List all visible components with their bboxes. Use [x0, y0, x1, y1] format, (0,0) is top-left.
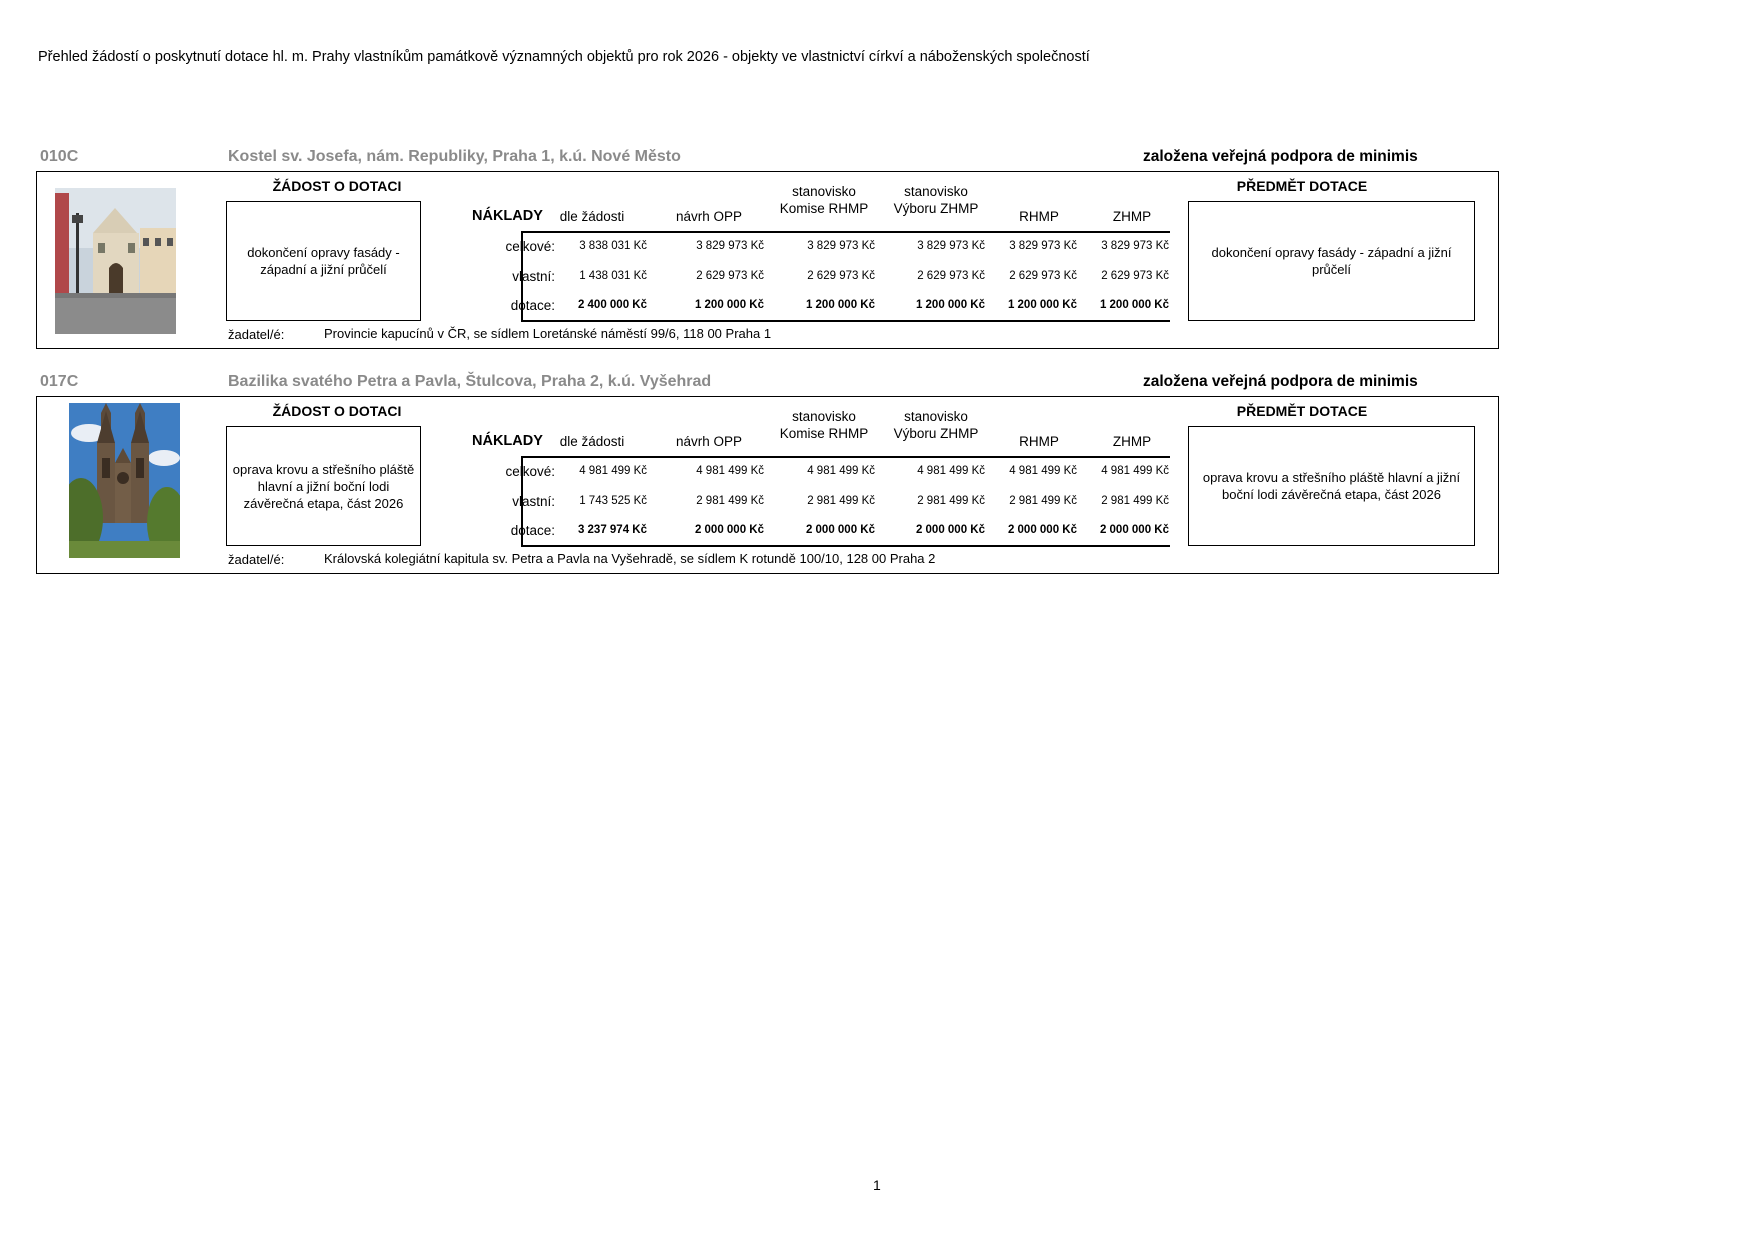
request-header: ŽÁDOST O DOTACI — [272, 403, 402, 419]
subsidy-cell: 1 200 000 Kč — [1007, 299, 1077, 311]
subject-header: PŘEDMĚT DOTACE — [1236, 178, 1368, 194]
subsidy-cell: 2 000 000 Kč — [915, 524, 985, 536]
table-line — [521, 231, 1170, 233]
col-header: dle žádosti — [559, 209, 625, 224]
subsidy-cell: 1 200 000 Kč — [915, 299, 985, 311]
row-label: celkové: — [505, 464, 555, 479]
row-label: dotace: — [510, 298, 555, 313]
basilica-photo — [69, 403, 180, 558]
col-header: návrh OPP — [675, 434, 743, 449]
applicant-value: Královská kolegiátní kapitula sv. Petra a Pavla na Vyšehradě, se sídlem K rotundě 100/10, 128 00 Praha 2 — [324, 551, 936, 566]
request-description: oprava krovu a střešního pláště hlavní a jižní boční lodi závěrečná etapa, část 2026 — [226, 426, 421, 546]
cost-cell: 2 629 973 Kč — [917, 270, 985, 282]
record-code: 017C — [40, 373, 79, 390]
subject-description: dokončení opravy fasády - západní a jižní průčelí — [1188, 201, 1475, 321]
page-number: 1 — [873, 1177, 881, 1193]
page-title: Přehled žádostí o poskytnutí dotace hl. m. Prahy vlastníkům památkově významných objektů pro rok 2026 - objekty ve vlastnictví církví a náboženských společností — [38, 49, 1090, 65]
costs-header: NÁKLADY — [472, 433, 543, 449]
de-minimis-note: založena veřejná podpora de minimis — [1143, 373, 1418, 390]
table-line — [521, 545, 1170, 547]
cost-cell: 4 981 499 Kč — [807, 465, 875, 477]
cost-cell: 2 629 973 Kč — [696, 270, 764, 282]
col-header: dle žádosti — [559, 434, 625, 449]
row-label: vlastní: — [512, 269, 555, 284]
cost-cell: 4 981 499 Kč — [696, 465, 764, 477]
subsidy-cell: 1 200 000 Kč — [694, 299, 764, 311]
col-header: ZHMP — [1112, 434, 1152, 449]
applicant-value: Provincie kapucínů v ČR, se sídlem Loretánské náměstí 99/6, 118 00 Praha 1 — [324, 326, 772, 341]
cost-cell: 2 629 973 Kč — [807, 270, 875, 282]
cost-cell: 2 981 499 Kč — [807, 495, 875, 507]
row-label: celkové: — [505, 239, 555, 254]
cost-cell: 1 438 031 Kč — [579, 270, 647, 282]
cost-cell: 4 981 499 Kč — [1101, 465, 1169, 477]
cost-cell: 2 981 499 Kč — [1101, 495, 1169, 507]
costs-header: NÁKLADY — [472, 208, 543, 224]
row-label: vlastní: — [512, 494, 555, 509]
record-name: Bazilika svatého Petra a Pavla, Štulcova, Praha 2, k.ú. Vyšehrad — [228, 373, 712, 390]
cost-cell: 3 829 973 Kč — [1009, 240, 1077, 252]
subsidy-cell: 1 200 000 Kč — [805, 299, 875, 311]
request-description: dokončení opravy fasády - západní a jižní průčelí — [226, 201, 421, 321]
cost-cell: 3 829 973 Kč — [917, 240, 985, 252]
cost-cell: 2 629 973 Kč — [1101, 270, 1169, 282]
cost-cell: 1 743 525 Kč — [579, 495, 647, 507]
subsidy-cell: 2 400 000 Kč — [577, 299, 647, 311]
table-line — [521, 320, 1170, 322]
applicant-label: žadatel/é: — [228, 327, 285, 342]
cost-cell: 3 829 973 Kč — [1101, 240, 1169, 252]
cost-cell: 3 838 031 Kč — [579, 240, 647, 252]
col-header: stanovisko Výboru ZHMP — [893, 184, 979, 216]
cost-cell: 4 981 499 Kč — [1009, 465, 1077, 477]
applicant-label: žadatel/é: — [228, 552, 285, 567]
col-header: stanovisko Výboru ZHMP — [893, 409, 979, 441]
de-minimis-note: založena veřejná podpora de minimis — [1143, 148, 1418, 165]
col-header: ZHMP — [1112, 209, 1152, 224]
cost-cell: 4 981 499 Kč — [579, 465, 647, 477]
record-card — [36, 396, 1499, 574]
record-name: Kostel sv. Josefa, nám. Republiky, Praha 1, k.ú. Nové Město — [228, 148, 681, 165]
record-code: 010C — [40, 148, 79, 165]
subsidy-cell: 3 237 974 Kč — [577, 524, 647, 536]
cost-cell: 2 981 499 Kč — [1009, 495, 1077, 507]
church-photo — [55, 188, 176, 334]
cost-cell: 2 981 499 Kč — [696, 495, 764, 507]
row-label: dotace: — [510, 523, 555, 538]
cost-cell: 3 829 973 Kč — [807, 240, 875, 252]
subsidy-cell: 1 200 000 Kč — [1099, 299, 1169, 311]
subject-header: PŘEDMĚT DOTACE — [1236, 403, 1368, 419]
col-header: RHMP — [1019, 434, 1059, 449]
record-card — [36, 171, 1499, 349]
subsidy-cell: 2 000 000 Kč — [1007, 524, 1077, 536]
col-header: RHMP — [1019, 209, 1059, 224]
cost-cell: 2 629 973 Kč — [1009, 270, 1077, 282]
cost-cell: 2 981 499 Kč — [917, 495, 985, 507]
col-header: návrh OPP — [675, 209, 743, 224]
table-line — [521, 456, 1170, 458]
subsidy-cell: 2 000 000 Kč — [694, 524, 764, 536]
col-header: stanovisko Komise RHMP — [779, 409, 869, 441]
request-header: ŽÁDOST O DOTACI — [272, 178, 402, 194]
cost-cell: 3 829 973 Kč — [696, 240, 764, 252]
cost-cell: 4 981 499 Kč — [917, 465, 985, 477]
subsidy-cell: 2 000 000 Kč — [1099, 524, 1169, 536]
subject-description: oprava krovu a střešního pláště hlavní a jižní boční lodi závěrečná etapa, část 2026 — [1188, 426, 1475, 546]
subsidy-cell: 2 000 000 Kč — [805, 524, 875, 536]
col-header: stanovisko Komise RHMP — [779, 184, 869, 216]
